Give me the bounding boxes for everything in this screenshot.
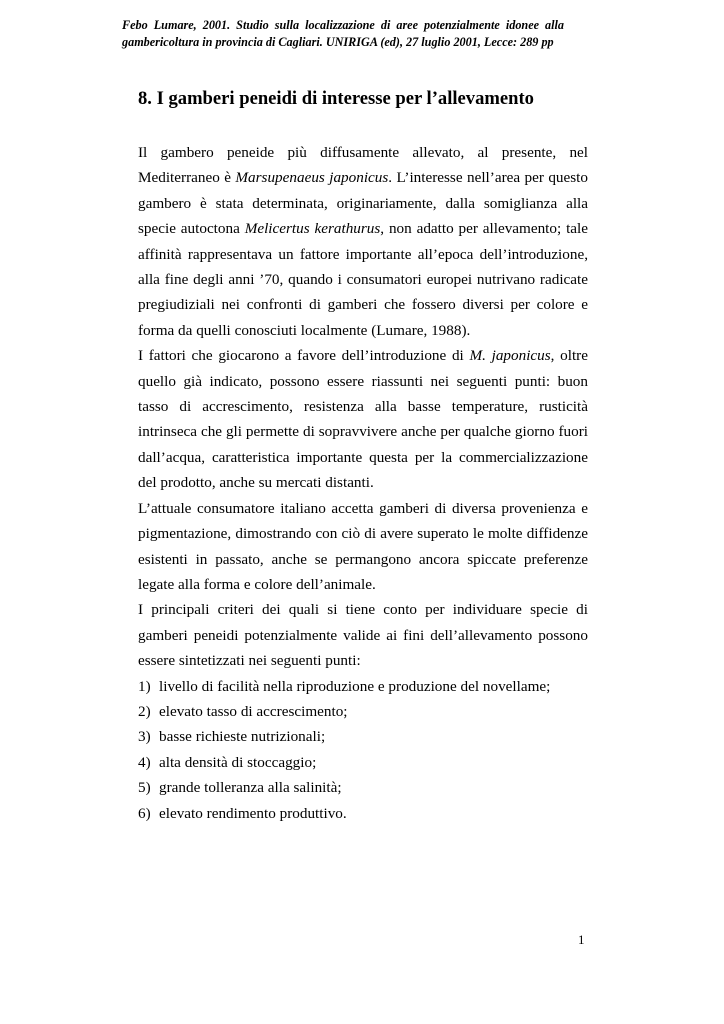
criteria-list — [138, 674, 588, 826]
list-item-number: 4) — [138, 753, 151, 771]
list-item — [138, 699, 588, 724]
page-number: 1 — [578, 932, 585, 947]
list-item — [138, 674, 588, 699]
species-name-melicertus: Melicertus kerathurus — [244, 220, 381, 238]
body-text — [138, 140, 588, 826]
paragraph-1-text-b: . L’interesse nell’area per questo gambero è stata determinata, originariamente, dalla somiglianza alla specie autoctona — [138, 169, 588, 238]
paragraph-1-text-a: Il gambero peneide più diffusamente allevato, al presente, nel Mediterraneo è — [138, 144, 588, 187]
species-name-m-japonicus: M. japonicus — [469, 347, 551, 365]
paragraph-2 — [138, 343, 588, 495]
paragraph-1-text-c: , non adatto per allevamento; tale affinità rappresentava un fattore importante all’epoca dell’introduzione, alla fine degli anni ’70, quando i consumatori europei nutrivano radicate pregiudiziali nei confronti di gamberi che fossero diversi per colore e forma da quelli conosciuti localmente (Lumare, 1988). — [138, 220, 588, 339]
paragraph-2-text-b: , oltre quello già indicato, possono essere riassunti nei seguenti punti: buon tasso di accrescimento, resistenza alla basse temperature, rusticità intrinseca che gli permette di sopravvivere anche per qualche giorno fuori dall’acqua, caratteristica importante questa per la commercializzazione del prodotto, anche su mercati distanti. — [138, 347, 588, 492]
list-item-number: 1) — [138, 677, 151, 695]
list-item-number: 2) — [138, 702, 151, 720]
species-name-marsupenaeus: Marsupenaeus japonicus — [235, 169, 389, 187]
list-item-number: 6) — [138, 804, 151, 822]
chapter-title: 8. I gamberi peneidi di interesse per l’allevamento — [138, 88, 534, 109]
list-item-text: elevato rendimento produttivo. — [159, 804, 347, 822]
paragraph-2-text-a: I fattori che giocarono a favore dell’introduzione di — [138, 347, 470, 365]
list-item — [138, 724, 588, 749]
list-item-text: elevato tasso di accrescimento; — [159, 702, 348, 720]
paragraph-3: L’attuale consumatore italiano accetta gamberi di diversa provenienza e pigmentazione, dimostrando con ciò di avere superato le molte diffidenze esistenti in passato, anche se permangono ancora spiccate preferenze legate alla forma e colore dell’animale. — [138, 499, 588, 593]
citation-line-1: Febo Lumare, 2001. Studio sulla localizzazione di aree potenzialmente idonee alla — [122, 18, 564, 32]
running-header-citation — [122, 17, 564, 51]
list-item-number: 5) — [138, 779, 151, 797]
list-item-text: alta densità di stoccaggio; — [159, 753, 317, 771]
list-item-text: grande tolleranza alla salinità; — [159, 779, 342, 797]
paragraph-1 — [138, 140, 588, 343]
list-item-number: 3) — [138, 728, 151, 746]
citation-line-2: gambericoltura in provincia di Cagliari. UNIRIGA (ed), 27 luglio 2001, Lecce: 289 pp — [122, 35, 554, 49]
list-item-text: livello di facilità nella riproduzione e produzione del novellame; — [159, 677, 551, 695]
list-item-text: basse richieste nutrizionali; — [159, 728, 326, 746]
list-item — [138, 775, 588, 800]
list-item — [138, 801, 588, 826]
paragraph-4: I principali criteri dei quali si tiene conto per individuare specie di gamberi peneidi potenzialmente valide ai fini dell’allevamento possono essere sintetizzati nei seguenti punti: — [138, 601, 588, 670]
list-item — [138, 750, 588, 775]
